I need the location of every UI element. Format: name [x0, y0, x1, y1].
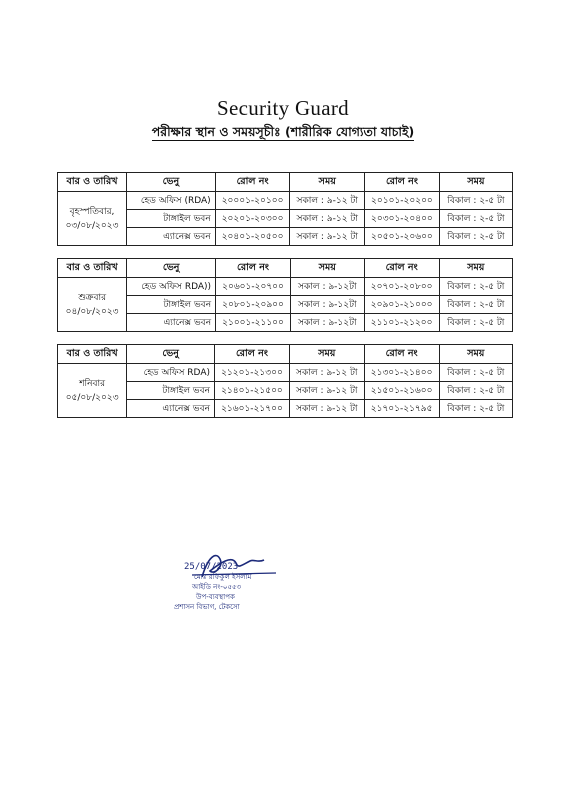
roll-range-cell: ২০৮০১-২০৯০০ — [216, 296, 291, 314]
day-date-cell — [58, 364, 127, 418]
table-row — [58, 364, 513, 382]
roll-range-cell: ২০৬০১-২০৭০০ — [216, 278, 291, 296]
roll-range-cell: ২১১০১-২১২০০ — [364, 314, 439, 332]
table-row — [58, 192, 513, 210]
signatory-designation: উপ-ব্যবস্থাপক — [196, 593, 235, 601]
venue-cell: টাঙ্গাইল ভবন — [127, 296, 216, 314]
time-cell: সকাল : ৯-১২ টা — [289, 382, 364, 400]
day-name: বৃহস্পতিবার, — [69, 206, 115, 217]
schedule-table-2 — [57, 258, 513, 332]
table-row — [58, 278, 513, 296]
venue-cell: এ্যানেক্স ভবন — [127, 400, 215, 418]
schedule-table-3 — [57, 344, 513, 418]
time-cell: বিকাল : ২-৫ টা — [439, 382, 512, 400]
venue-cell: হেড অফিস RDA)) — [127, 278, 216, 296]
time-cell: সকাল : ৯-১২টা — [290, 278, 364, 296]
header-roll-2: রোল নং — [364, 345, 439, 364]
header-time-1: সময় — [289, 345, 364, 364]
header-time-1: সময় — [290, 173, 365, 192]
date-value: ০৪/০৮/২০২৩ — [65, 306, 119, 317]
signatory-department: প্রশাসন বিভাগ, টেকসো — [174, 603, 240, 611]
header-roll-1: রোল নং — [216, 259, 291, 278]
day-name: শুক্রবার — [78, 292, 107, 303]
roll-range-cell: ২১৬০১-২১৭০০ — [214, 400, 289, 418]
time-cell: বিকাল : ২-৫ টা — [439, 228, 512, 246]
venue-cell: এ্যানেক্স ভবন — [127, 314, 216, 332]
header-venue: ভেনু — [127, 259, 216, 278]
header-venue: ভেনু — [127, 173, 216, 192]
time-cell: সকাল : ৯-১২ টা — [289, 364, 364, 382]
table-header-row — [58, 173, 513, 192]
time-cell: বিকাল : ২-৫ টা — [439, 192, 512, 210]
roll-range-cell: ২১২০১-২১৩০০ — [214, 364, 289, 382]
day-date-cell — [58, 278, 127, 332]
time-cell: সকাল : ৯-১২টা — [290, 314, 364, 332]
schedule-table-1 — [57, 172, 513, 246]
signature-date: 25/07/2023 — [184, 562, 239, 572]
header-roll-2: রোল নং — [365, 173, 440, 192]
venue-cell: টাঙ্গাইল ভবন — [127, 382, 215, 400]
venue-cell: এ্যানেক্স ভবন — [127, 228, 216, 246]
time-cell: সকাল : ৯-১২ টা — [290, 228, 365, 246]
date-value: ০৩/০৮/২০২৩ — [65, 220, 119, 231]
roll-range-cell: ২০৩০১-২০৪০০ — [365, 210, 440, 228]
time-cell: সকাল : ৯-১২ টা — [289, 400, 364, 418]
roll-range-cell: ২১০০১-২১১০০ — [216, 314, 291, 332]
table-row — [58, 228, 513, 246]
venue-cell: টাঙ্গাইল ভবন — [127, 210, 216, 228]
roll-range-cell: ২০০০১-২০১০০ — [215, 192, 290, 210]
time-cell: বিকাল : ২-৫ টা — [439, 210, 512, 228]
time-cell: বিকাল : ২-৫ টা — [439, 278, 512, 296]
time-cell: বিকাল : ২-৫ টা — [439, 400, 512, 418]
time-cell: বিকাল : ২-৫ টা — [439, 296, 512, 314]
header-time-1: সময় — [290, 259, 364, 278]
time-cell: সকাল : ৯-১২ টা — [290, 210, 365, 228]
time-cell: বিকাল : ২-৫ টা — [439, 314, 512, 332]
signatory-id: আইডি নং-০৫৫৩ — [192, 583, 242, 591]
date-value: ০৫/০৮/২০২৩ — [65, 392, 119, 403]
time-cell: সকাল : ৯-১২ টা — [290, 192, 365, 210]
roll-range-cell: ২১৫০১-২১৬০০ — [364, 382, 439, 400]
header-day-date: বার ও তারিখ — [58, 345, 127, 364]
header-roll-2: রোল নং — [364, 259, 439, 278]
signature-block — [172, 562, 312, 612]
header-time-2: সময় — [439, 173, 512, 192]
subtitle-text: পরীক্ষার স্থান ও সময়সূচীঃ (শারীরিক যোগ্যতা যাচাই) — [151, 124, 415, 139]
page-title: Security Guard — [217, 96, 349, 120]
day-date-cell — [58, 192, 127, 246]
roll-range-cell: ২১৩০১-২১৪০০ — [364, 364, 439, 382]
table-header-row — [58, 259, 513, 278]
header-day-date: বার ও তারিখ — [58, 173, 127, 192]
header-time-2: সময় — [439, 345, 512, 364]
table-row — [58, 314, 513, 332]
roll-range-cell: ২১৪০১-২১৫০০ — [214, 382, 289, 400]
roll-range-cell: ২০৪০১-২০৫০০ — [215, 228, 290, 246]
time-cell: সকাল : ৯-১২টা — [290, 296, 364, 314]
time-cell: বিকাল : ২-৫ টা — [439, 364, 512, 382]
page-subtitle — [0, 124, 566, 144]
table-row — [58, 296, 513, 314]
roll-range-cell: ২০৭০১-২০৮০০ — [364, 278, 439, 296]
header-time-2: সময় — [439, 259, 512, 278]
signatory-name: মোঃ রফিকুল ইসলাম — [194, 573, 252, 581]
table-header-row — [58, 345, 513, 364]
roll-range-cell: ২০৯০১-২১০০০ — [364, 296, 439, 314]
table-row — [58, 210, 513, 228]
roll-range-cell: ২০১০১-২০২০০ — [365, 192, 440, 210]
roll-range-cell: ২০২০১-২০৩০০ — [215, 210, 290, 228]
day-name: শনিবার — [79, 378, 106, 389]
header-roll-1: রোল নং — [214, 345, 289, 364]
roll-range-cell: ২১৭০১-২১৭৯৫ — [364, 400, 439, 418]
header-day-date: বার ও তারিখ — [58, 259, 127, 278]
venue-cell: হেড অফিস (RDA) — [127, 192, 216, 210]
venue-cell: হেড অফিস RDA) — [127, 364, 215, 382]
header-venue: ভেনু — [127, 345, 215, 364]
header-roll-1: রোল নং — [215, 173, 290, 192]
roll-range-cell: ২০৫০১-২০৬০০ — [365, 228, 440, 246]
